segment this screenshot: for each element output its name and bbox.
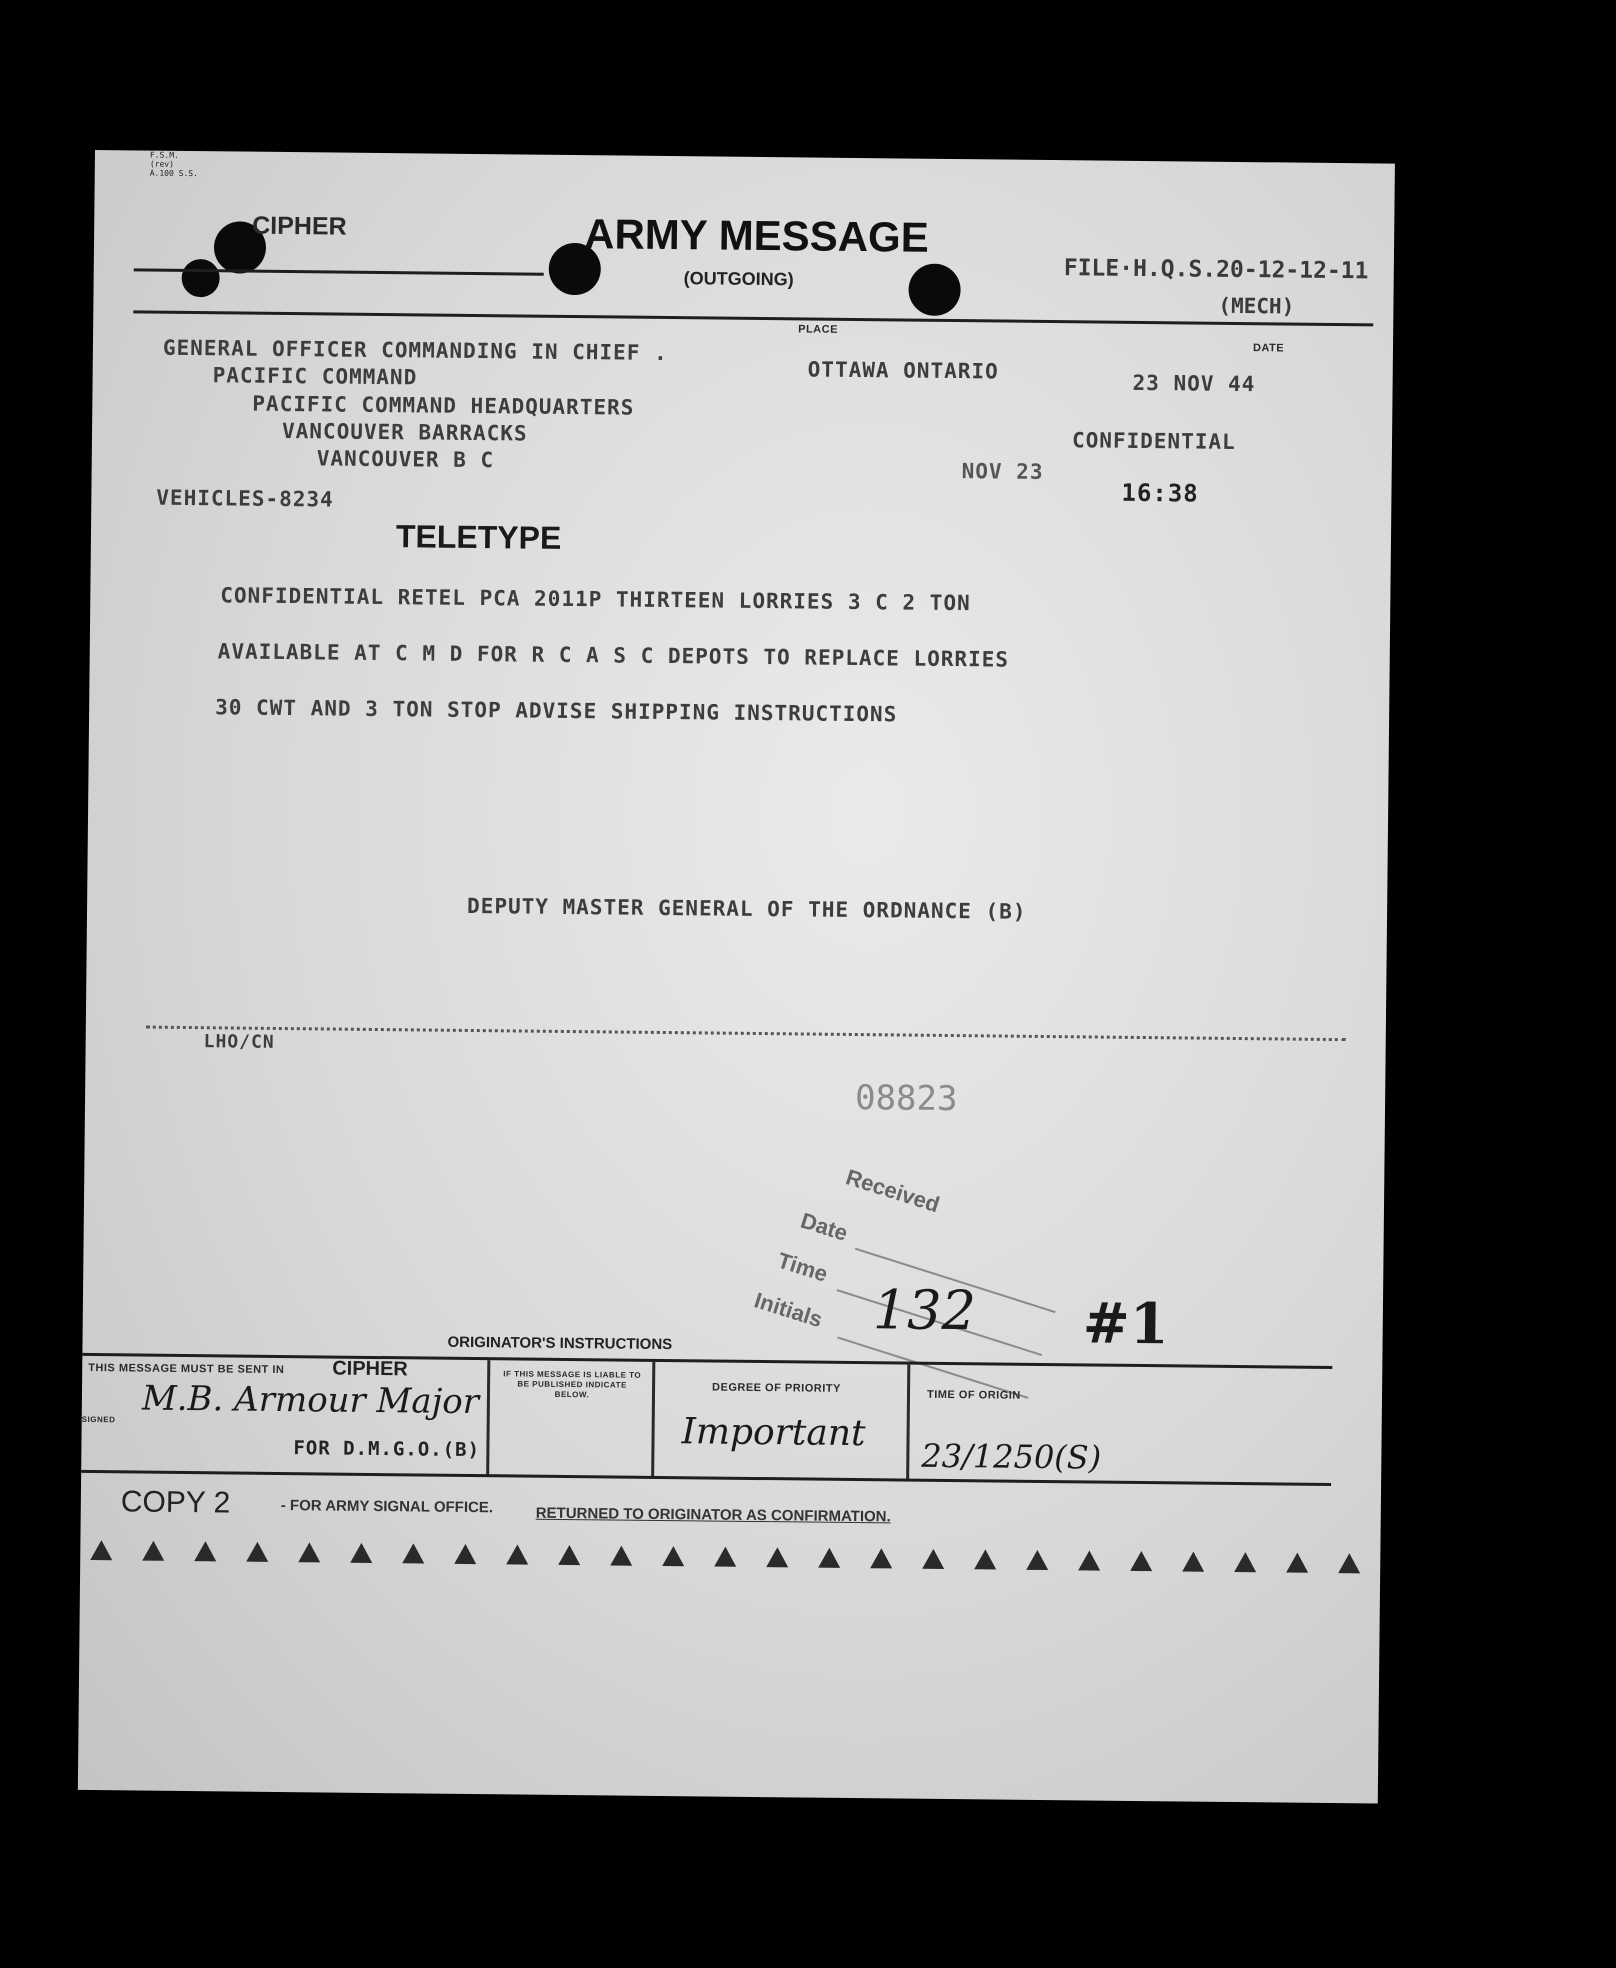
- time-stamp: 16:38: [1121, 478, 1199, 508]
- perforation-triangle: [298, 1542, 320, 1562]
- perforation-triangle: [454, 1544, 476, 1564]
- priority-value: Important: [681, 1411, 866, 1455]
- received-stamp: NOV 23: [961, 459, 1044, 484]
- subject-line: VEHICLES-8234: [156, 485, 334, 512]
- perforation-triangle: [922, 1549, 944, 1569]
- footer-divider: [906, 1365, 910, 1480]
- sender-signature: DEPUTY MASTER GENERAL OF THE ORDNANCE (B): [466, 893, 1027, 924]
- addressee-line: PACIFIC COMMAND HEADQUARTERS: [252, 391, 635, 420]
- header-rule: [133, 310, 1373, 326]
- stamp-initials-label: Initials: [751, 1287, 826, 1333]
- stamp-date-label: Date: [797, 1207, 851, 1246]
- stamp-received: Received: [842, 1164, 943, 1218]
- perforation-triangle: [662, 1546, 684, 1566]
- perforation-triangle: [870, 1548, 892, 1568]
- signature: M.B. Armour Major: [141, 1378, 480, 1423]
- time-of-origin-value: 23/1250(S): [921, 1436, 1102, 1477]
- perforation-triangle: [246, 1542, 268, 1562]
- must-be-sent-label: THIS MESSAGE MUST BE SENT IN: [88, 1361, 285, 1377]
- perforation-triangle: [402, 1543, 424, 1563]
- priority-label: DEGREE OF PRIORITY: [712, 1381, 841, 1395]
- perforation-triangle: [1338, 1553, 1360, 1573]
- perforation-triangle: [142, 1541, 164, 1561]
- body-line: CONFIDENTIAL RETEL PCA 2011P THIRTEEN LORRIES 3 C 2 TON: [220, 583, 971, 616]
- handwritten-number: 132: [872, 1278, 977, 1343]
- perforation-triangle: [1130, 1551, 1152, 1571]
- message-form: [78, 150, 1395, 1804]
- perforation-row: [90, 1540, 1390, 1578]
- perforation-triangle: [1234, 1552, 1256, 1572]
- perforation-triangle: [90, 1540, 112, 1560]
- copy-label: COPY 2: [120, 1485, 231, 1520]
- fold-line: [146, 1026, 1346, 1042]
- form-code-line: F.S.M.: [149, 150, 179, 160]
- footer-divider: [486, 1360, 490, 1475]
- perforation-triangle: [714, 1547, 736, 1567]
- perforation-triangle: [974, 1549, 996, 1569]
- time-of-origin-label: TIME OF ORIGIN: [926, 1388, 1021, 1402]
- form-code-line: A.100 S.S.: [149, 168, 198, 179]
- perforation-triangle: [506, 1544, 528, 1564]
- perforation-triangle: [1078, 1550, 1100, 1570]
- file-reference: FILE·H.Q.S.20-12-12-11: [1063, 255, 1369, 285]
- form-code-line: (rev): [149, 159, 174, 169]
- perforation-triangle: [558, 1545, 580, 1565]
- perforation-triangle: [1182, 1551, 1204, 1571]
- copy-note-confirmation: RETURNED TO ORIGINATOR AS CONFIRMATION.: [535, 1504, 891, 1526]
- teletype-stamp: TELETYPE: [395, 518, 562, 556]
- classification: CONFIDENTIAL: [1071, 428, 1236, 454]
- footer-rule: [81, 1470, 1331, 1486]
- serial-number: 08823: [854, 1078, 958, 1120]
- stamp-time-label: Time: [774, 1247, 831, 1287]
- footer-divider: [651, 1362, 655, 1477]
- punch-hole: [181, 259, 219, 297]
- body-line: AVAILABLE AT C M D FOR R C A S C DEPOTS TO REPLACE LORRIES: [217, 639, 1010, 672]
- perforation-triangle: [818, 1548, 840, 1568]
- perforation-triangle: [350, 1543, 372, 1563]
- perforation-triangle: [194, 1541, 216, 1561]
- addressee-line: VANCOUVER B C: [316, 446, 495, 473]
- page-subtitle: (OUTGOING): [683, 268, 794, 290]
- perforation-triangle: [1026, 1550, 1048, 1570]
- originator-instructions-label: ORIGINATOR'S INSTRUCTIONS: [447, 1333, 673, 1354]
- form-codes: [150, 151, 198, 179]
- perforation-triangle: [1286, 1553, 1308, 1573]
- signed-label: SIGNED: [81, 1414, 116, 1425]
- punch-hole: [908, 264, 961, 317]
- place-label: PLACE: [798, 323, 839, 336]
- file-subreference: (MECH): [1218, 293, 1295, 319]
- footer-cipher: CIPHER: [332, 1357, 408, 1381]
- cipher-header: CIPHER: [252, 211, 347, 241]
- body-line: 30 CWT AND 3 TON STOP ADVISE SHIPPING INSTRUCTIONS: [215, 695, 898, 727]
- date-label: DATE: [1252, 342, 1285, 355]
- perforation-triangle: [766, 1547, 788, 1567]
- operator-initials: LHO/CN: [203, 1031, 275, 1053]
- message-date: 23 NOV 44: [1132, 370, 1256, 397]
- signed-for: FOR D.M.G.O.(B): [293, 1437, 481, 1462]
- origin-place: OTTAWA ONTARIO: [807, 357, 999, 384]
- perforation-triangle: [610, 1545, 632, 1565]
- addressee-line: GENERAL OFFICER COMMANDING IN CHIEF .: [162, 335, 668, 366]
- page-title: ARMY MESSAGE: [583, 210, 930, 261]
- publish-note: IF THIS MESSAGE IS LIABLE TO BE PUBLISHED INDICATE BELOW.: [503, 1369, 642, 1400]
- copy-note: - FOR ARMY SIGNAL OFFICE.: [280, 1497, 494, 1517]
- handwritten-mark: #1: [1082, 1290, 1169, 1358]
- addressee-line: PACIFIC COMMAND: [212, 363, 418, 390]
- addressee-line: VANCOUVER BARRACKS: [281, 418, 528, 446]
